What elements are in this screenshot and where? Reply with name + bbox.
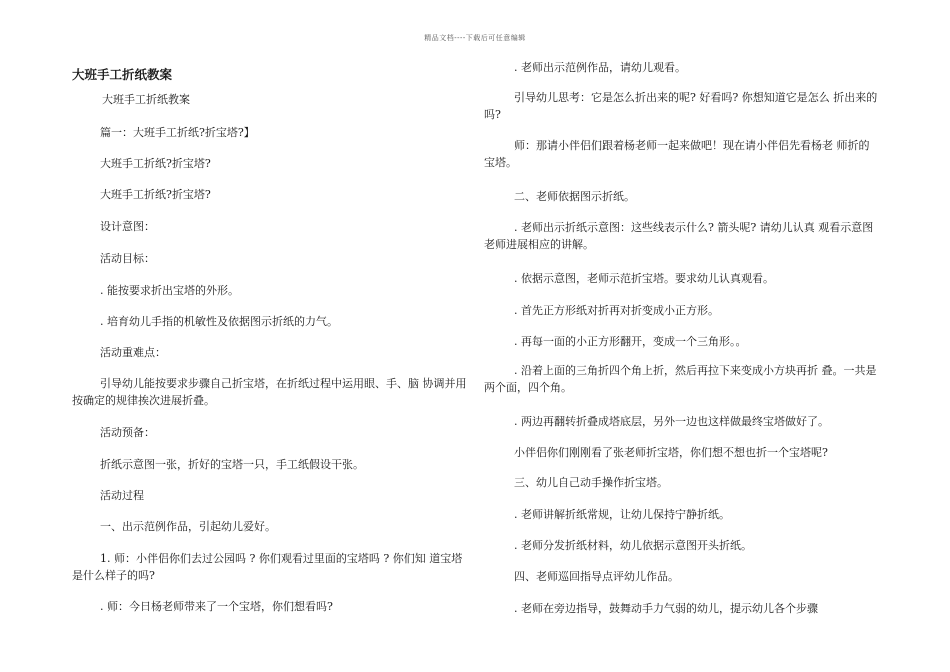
paragraph: 大班手工折纸?折宝塔? <box>100 188 211 201</box>
paragraph: . 沿着上面的三角折四个角上折，然后再拉下来变成小方块再折 叠。一共是两个面，四个角。 <box>484 364 877 394</box>
paragraph: 大班手工折纸?折宝塔? <box>100 157 211 170</box>
paragraph: 活动目标： <box>100 252 155 265</box>
paragraph: . 再每一面的小正方形翻开，变成一个三角形。。 <box>514 335 747 348</box>
paragraph: 引导幼儿能按要求步骤自己折宝塔，在折纸过程中运用眼、手、脑 协调并用按确定的规律挨次进展折叠。 <box>72 377 467 407</box>
paragraph: . 能按要求折出宝塔的外形。 <box>100 284 239 297</box>
paragraph: . 老师讲解折纸常规，让幼儿保持宁静折纸。 <box>514 508 730 521</box>
paragraph: 活动过程 <box>100 489 144 502</box>
paragraph: 一、出示范例作品，引起幼儿爱好。 <box>100 520 276 533</box>
paragraph: 引导幼儿思考：它是怎么折出来的呢? 好看吗? 你想知道它是怎么 折出来的吗? <box>484 91 878 121</box>
section-heading: 三、幼儿自己动手操作折宝塔。 <box>514 476 668 489</box>
paragraph: . 师：今日杨老师带来了一个宝塔，你们想看吗? <box>100 600 333 613</box>
paragraph: 折纸示意图一张，折好的宝塔一只，手工纸假设干张。 <box>100 458 364 471</box>
paragraph: 设计意图： <box>100 220 155 233</box>
page-header: 精品文档----下载后可任意编辑 <box>424 34 526 42</box>
paragraph: . 老师在旁边指导，鼓舞动手力气弱的幼儿，提示幼儿各个步骤 <box>514 602 818 615</box>
section-heading: 四、老师巡回指导点评幼儿作品。 <box>514 570 679 583</box>
paragraph: . 老师出示折纸示意图：这些线表示什么? 箭头呢? 请幼儿认真 观看示意图老师进展相应的讲解。 <box>484 221 874 251</box>
paragraph: . 老师分发折纸材料，幼儿依据示意图开头折纸。 <box>514 539 752 552</box>
paragraph: . 首先正方形纸对折再对折变成小正方形。 <box>514 304 719 317</box>
paragraph: 师：那请小伴侣们跟着杨老师一起来做吧！现在请小伴侣先看杨老 师折的宝塔。 <box>484 139 870 169</box>
paragraph: 活动重难点： <box>100 346 166 359</box>
paragraph: 小伴侣你们刚刚看了张老师折宝塔，你们想不想也折一个宝塔呢? <box>514 446 828 459</box>
paragraph: 篇一：大班手工折纸?折宝塔?】 <box>100 126 255 139</box>
section-heading: 二、老师依据图示折纸。 <box>514 190 635 203</box>
document-title: 大班手工折纸教案 <box>72 67 173 82</box>
paragraph: . 培育幼儿手指的机敏性及依据图示折纸的力气。 <box>100 315 338 328</box>
paragraph: . 两边再翻转折叠成塔底层，另外一边也这样做最终宝塔做好了。 <box>514 415 829 428</box>
subtitle: 大班手工折纸教案 <box>102 93 190 106</box>
paragraph: . 老师出示范例作品，请幼儿观看。 <box>514 61 686 74</box>
paragraph: 活动预备： <box>100 426 155 439</box>
paragraph: . 依据示意图，老师示范折宝塔。要求幼儿认真观看。 <box>514 272 774 285</box>
paragraph: 1. 师：小伴侣你们去过公园吗 ? 你们观看过里面的宝塔吗 ? 你们知 道宝塔是什么样子的吗? <box>72 552 463 582</box>
